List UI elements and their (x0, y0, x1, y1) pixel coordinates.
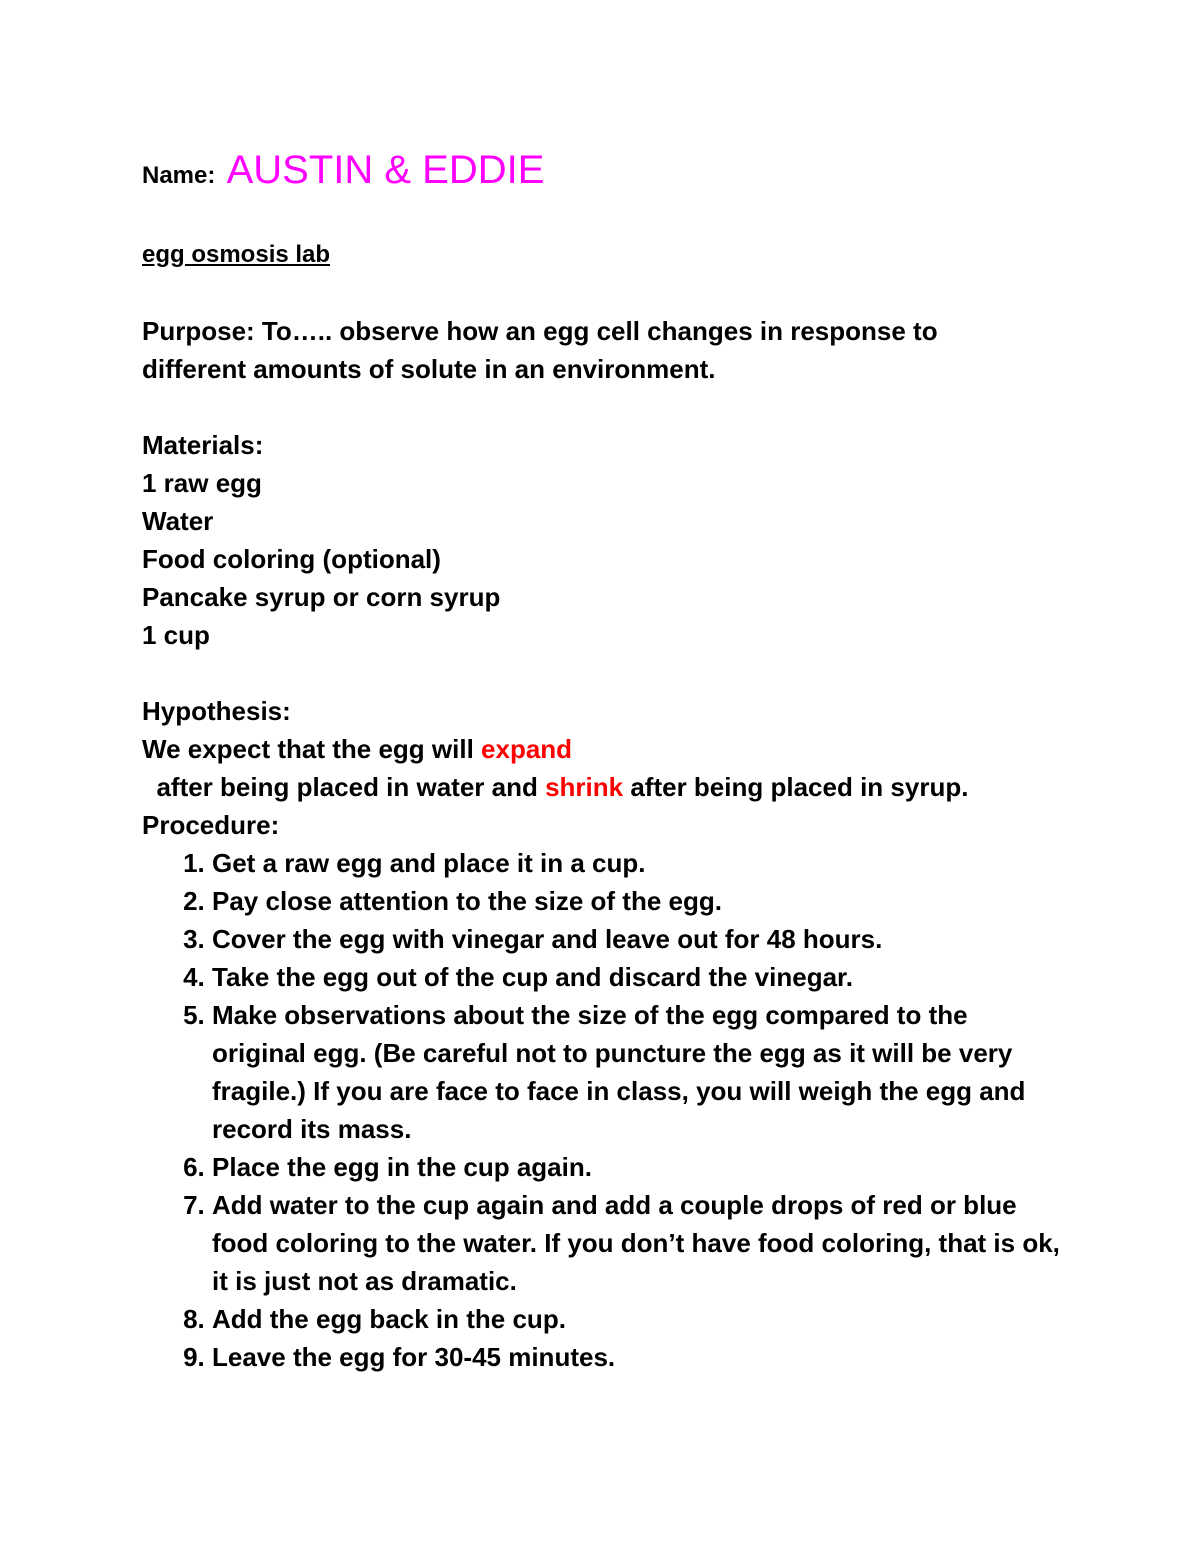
material-item: Food coloring (optional) (142, 544, 441, 574)
hypothesis-part2: after being placed in water and (142, 772, 546, 802)
procedure-step: 4. Take the egg out of the cup and discard the vinegar. (212, 958, 1062, 996)
procedure-list (142, 844, 1062, 1376)
procedure-step: 3. Cover the egg with vinegar and leave out for 48 hours. (212, 920, 1062, 958)
materials-list (142, 464, 1082, 654)
hypothesis-part3: after being placed in syrup. (623, 772, 969, 802)
document-page (142, 140, 1082, 1376)
procedure-step: 2. Pay close attention to the size of the egg. (212, 882, 1062, 920)
hypothesis-part1: We expect that the egg will (142, 734, 482, 764)
material-item: Pancake syrup or corn syrup (142, 582, 501, 612)
procedure-step: 5. Make observations about the size of the egg compared to the original egg. (Be careful not to puncture the egg as it will be very fragile.) If you are face to face in class, you will weigh the egg and record its mass. (212, 996, 1062, 1148)
procedure-step: 9. Leave the egg for 30-45 minutes. (212, 1338, 1062, 1376)
hypothesis-shrink: shrink (545, 772, 624, 802)
purpose-text: Purpose: To….. observe how an egg cell changes in response to different amounts of solute in an environment. (142, 316, 938, 384)
procedure-step: 1. Get a raw egg and place it in a cup. (212, 844, 1062, 882)
procedure-step: 6. Place the egg in the cup again. (212, 1148, 1062, 1186)
material-item: Water (142, 506, 214, 536)
materials-heading: Materials: (142, 430, 264, 460)
hypothesis-text (142, 730, 1022, 806)
name-line (142, 140, 1082, 200)
material-item: 1 cup (142, 620, 210, 650)
hypothesis-heading: Hypothesis: (142, 696, 291, 726)
student-names: AUSTIN & EDDIE (226, 148, 545, 192)
hypothesis-expand: expand (481, 734, 573, 764)
material-item: 1 raw egg (142, 468, 262, 498)
procedure-step: 8. Add the egg back in the cup. (212, 1300, 1062, 1338)
procedure-step: 7. Add water to the cup again and add a couple drops of red or blue food coloring to the water. If you don’t have food coloring, that is ok, it is just not as dramatic. (212, 1186, 1062, 1300)
name-label: Name: (142, 162, 216, 189)
procedure-heading: Procedure: (142, 810, 280, 840)
document-title: egg osmosis lab (142, 241, 331, 268)
